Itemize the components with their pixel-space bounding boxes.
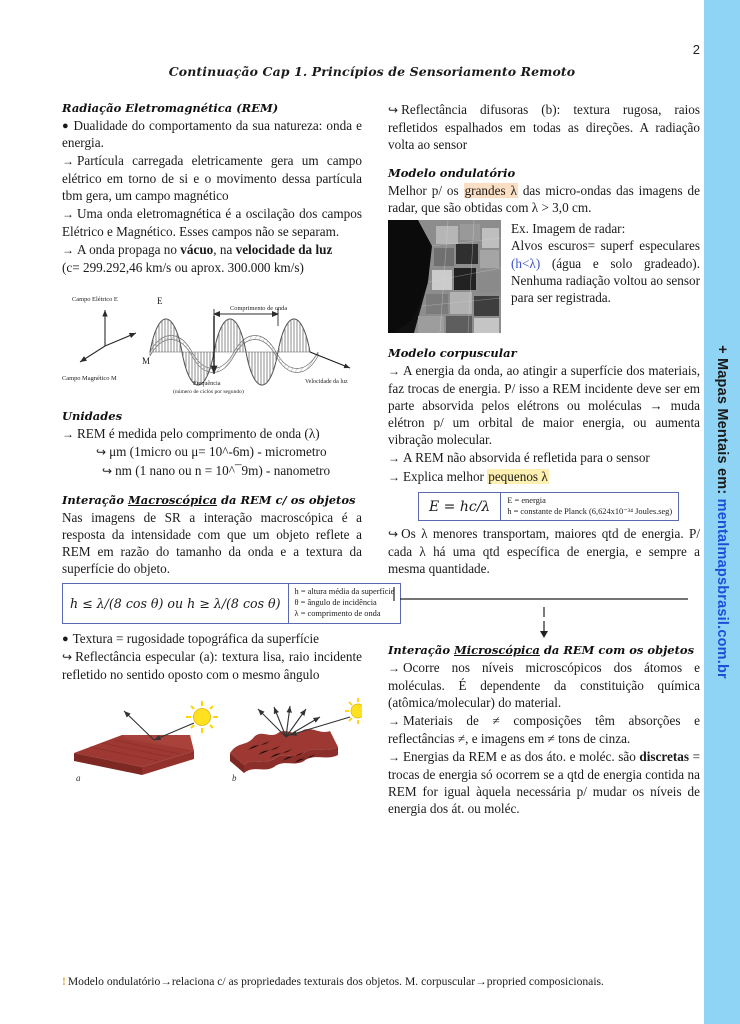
heading-micro-underline: Microscópica	[454, 643, 540, 658]
label-figure-b: b	[232, 772, 237, 783]
heading-interacao-microscopica	[388, 643, 700, 657]
legend-lambda: λ = comprimento de onda	[294, 608, 381, 618]
paragraph-reflectancia-especular: ↪ Reflectância especular (a): textura lisa, raio incidente refletido no sentido oposto com o mesmo ângulo	[62, 648, 362, 683]
sidebar-banner	[704, 0, 740, 1024]
paragraph-particula: → Partícula carregada eletricamente gera um campo elétrico em torno de si e o movimento dessa partícula tbm gera, um campo magnético	[62, 152, 362, 204]
formula-planck	[388, 492, 700, 522]
label-campo-magnetico: Campo Magnético M	[62, 374, 117, 382]
label-frequencia-sub: (número de ciclos por segundo)	[173, 388, 244, 395]
text-propaga-pre: A onda propaga no	[77, 241, 181, 257]
text-discretas-post: = trocas de energia só ocorrem se a qtd de energia contida na REM for igual àquela necessária p/ mudar os níveis de energia dos át. ou moléc.	[388, 749, 700, 816]
radar-caption-title: Ex. Imagem de radar:	[511, 221, 626, 237]
paragraph-velocidade-luz	[62, 241, 362, 276]
highlight-pequenos-lambda: pequenos λ	[488, 469, 548, 485]
page-title: Continuação Cap 1. Princípios de Sensoriamento Remoto	[168, 64, 576, 79]
radar-image	[388, 220, 501, 333]
text-discretas: discretas	[639, 749, 689, 765]
sun-icon-b	[345, 698, 362, 724]
heading-macro-underline: Macroscópica	[128, 492, 217, 507]
text-radar-post: (água e solo gradeado). Nenhuma radiação voltou ao sensor para ser registrada.	[511, 255, 700, 305]
paragraph-dualidade: ● Dualidade do comportamento da sua natureza: onda e energia.	[62, 117, 362, 151]
banner-url[interactable]: mentalmapsbrasil.com.br	[714, 498, 730, 679]
text-propaga-mid: , na	[213, 241, 236, 257]
formula-rugosidade	[62, 583, 395, 624]
text-vacuo: vácuo	[180, 241, 214, 257]
paragraph-rem-refletida: → A REM não absorvida é refletida para o sensor	[388, 449, 700, 467]
sun-icon-a	[186, 701, 218, 733]
text-discretas-pre: Energias da REM e as dos áto. e moléc. são	[403, 749, 640, 765]
label-velocidade-da-luz: Velocidade da luz	[305, 378, 348, 385]
legend-energia: E = energia	[507, 495, 546, 505]
heading-macro-post: da REM c/ os objetos	[216, 492, 356, 507]
footer-exclamation: !	[62, 975, 66, 988]
footer-note	[62, 975, 670, 988]
radar-caption-body	[511, 237, 700, 306]
text-h-menor-lambda: (h<λ)	[511, 255, 541, 271]
label-figure-a: a	[76, 772, 81, 783]
banner-text	[714, 345, 730, 679]
page-number: 2	[692, 42, 700, 57]
formula-planck-equation: E = hc/λ	[418, 492, 501, 522]
heading-interacao-macroscopica	[62, 493, 362, 507]
smooth-surface-a	[74, 735, 194, 775]
paragraph-micrometro: ↪ μm (1micro ou μ= 10^-6m) - micrometro	[62, 443, 362, 461]
legend-planck: h = constante de Planck (6,624x10⁻³⁴ Joules.seg)	[507, 506, 673, 516]
label-frequencia: Frequência	[193, 379, 221, 387]
paragraph-lambda-menores: ↪ Os λ menores transportam, maiores qtd de energia. P/ cada λ há uma qtd específica de energia, e sempre a mesma quantidade.	[388, 525, 700, 577]
electromagnetic-wave-figure	[62, 286, 362, 396]
label-E: E	[157, 295, 163, 306]
paragraph-onda-oscilacao: → Uma onda eletromagnética é a oscilação dos campos Elétrico e Magnético. Esses campos não se separam.	[62, 205, 362, 240]
heading-modelo-ondulatorio: Modelo ondulatório	[388, 165, 516, 180]
paragraph-energia-onda: → A energia da onda, ao atingir a superfície dos materiais, faz trocas de energia. P/ isso a REM incidente deve ser em parte absorvida pelos elétrons ou moléculas → muda elétron p/ um orbital de maior energia, ou aumenta vibração molecular.	[388, 362, 700, 448]
heading-unidades: Unidades	[62, 408, 123, 423]
paragraph-rem-medida: → REM é medida pelo comprimento de onda (λ)	[62, 425, 362, 443]
heading-micro-post: da REM com os objetos	[539, 643, 695, 658]
paragraph-modelo-ondulatorio	[388, 182, 700, 216]
legend-theta: θ = ângulo de incidência	[294, 598, 377, 608]
text-radar-pre: Alvos escuros= superf especulares	[511, 238, 700, 254]
paragraph-reflectancia-difusora: ↪ Reflectância difusoras (b): textura rugosa, raios refletidos espalhados em todas as direções. A radiação volta ao sensor	[388, 101, 700, 153]
paragraph-macroscopica: Nas imagens de SR a interação macroscópica é a resposta da intensidade com que um objeto reflete a REM em razão do tamanho da onda e a textura da superfície do objeto.	[62, 509, 362, 576]
formula-rugosidade-legend	[289, 583, 402, 624]
paragraph-textura: ● Textura = rugosidade topográfica da superfície	[62, 630, 362, 647]
label-M: M	[142, 355, 151, 366]
radar-example-block	[388, 220, 700, 333]
text-ondulatorio-post: das micro-ondas das imagens de radar, que são obtidas com λ > 3,0 cm.	[388, 182, 700, 216]
heading-macro-pre: Interação	[62, 492, 129, 507]
paragraph-energias-discretas	[388, 748, 700, 817]
paragraph-niveis-microscopicos: → Ocorre nos níveis microscópicos dos átomos e moléculas. É dependente da constituição química (atômica/molecular) do material.	[388, 659, 700, 711]
highlight-grandes-lambda: grandes λ	[464, 182, 517, 198]
label-comprimento-de-onda: Comprimento de onda	[230, 304, 288, 312]
left-column	[62, 101, 395, 818]
label-campo-eletrico: Campo Elétrico E	[72, 295, 118, 303]
text-explica-pre: Explica melhor	[403, 469, 488, 485]
formula-planck-legend	[501, 492, 679, 522]
heading-modelo-corpuscular: Modelo corpuscular	[388, 346, 517, 361]
footer-text: Modelo ondulatório→relaciona c/ as propriedades texturais dos objetos. M. corpuscular→propried composicionais.	[67, 975, 604, 988]
formula-rugosidade-equation: h ≤ λ/(8 cos θ) ou h ≥ λ/(8 cos θ)	[62, 583, 289, 624]
flow-connector	[388, 585, 700, 639]
paragraph-materiais-composicoes: → Materiais de ≠ composições têm absorções e reflectâncias ≠, e imagens em ≠ tons de cinza.	[388, 712, 700, 747]
radar-caption	[511, 220, 700, 333]
heading-radiacao-eletromagnetica: Radiação Eletromagnética (REM)	[62, 101, 279, 115]
surface-reflectance-figure	[62, 695, 362, 790]
text-ondulatorio-pre: Melhor p/ os	[388, 182, 464, 198]
banner-prefix: + Mapas Mentais em:	[714, 345, 730, 499]
paragraph-nanometro: ↪ nm (1 nano ou n = 10^¯9m) - nanometro	[62, 462, 362, 480]
text-c-value: (c= 299.292,46 km/s ou aprox. 300.000 km/s)	[62, 259, 304, 275]
two-column-body	[62, 101, 700, 818]
text-velocidade-da-luz: velocidade da luz	[235, 241, 333, 257]
heading-micro-pre: Interação	[388, 643, 455, 658]
legend-h: h = altura média da superfície	[294, 587, 395, 597]
right-column	[388, 101, 700, 818]
paragraph-explica-pequenos	[388, 468, 700, 486]
